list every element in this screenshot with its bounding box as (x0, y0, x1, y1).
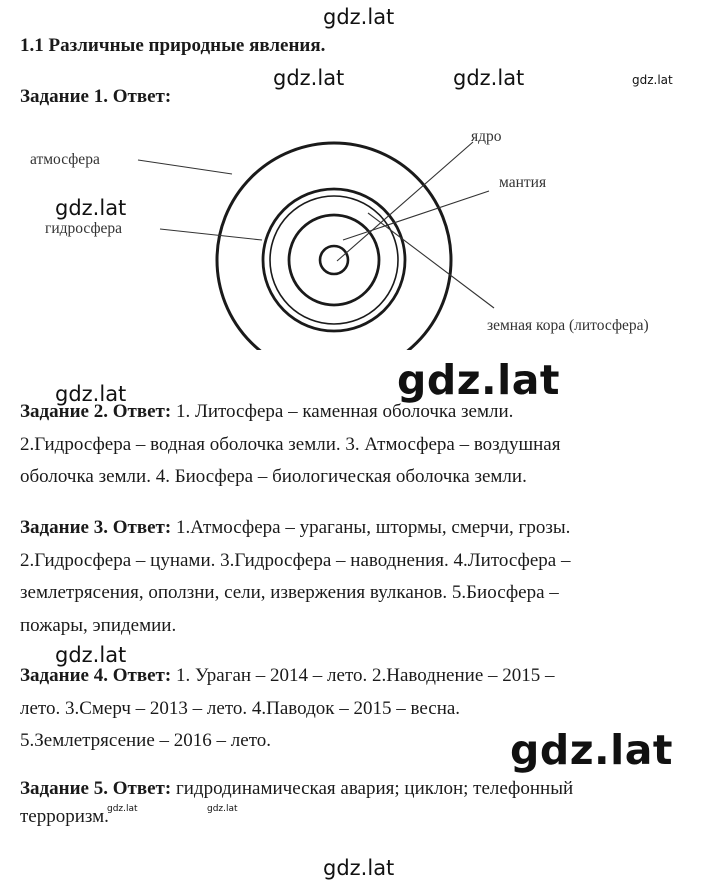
answer-line: гидродинамическая авария; циклон; телефонный (175, 778, 574, 799)
answer-line: 1.Атмосфера – ураганы, штормы, смерчи, грозы. (175, 517, 571, 538)
watermark: gdz.lat (55, 643, 127, 667)
hydrosphere-circle (263, 189, 405, 331)
answer-line: 5.Землетрясение – 2016 – лето. (20, 730, 271, 751)
task-5-answer (20, 775, 710, 831)
task-4-label: Задание 4. Ответ: (20, 665, 172, 686)
watermark: gdz.lat (632, 73, 673, 87)
atmosphere-pointer (138, 160, 232, 174)
answer-line: терроризм. (20, 806, 109, 827)
crust-pointer (368, 213, 494, 308)
answer-line: 2.Гидросфера – цунами. 3.Гидросфера – наводнения. 4.Литосфера – (20, 549, 571, 571)
earth-layers-diagram (0, 110, 720, 350)
answer-line: 1. Литосфера – каменная оболочка земли. (175, 401, 514, 422)
task-2-answer (20, 396, 710, 494)
watermark: gdz.lat (55, 196, 127, 220)
watermark: gdz.lat (323, 5, 395, 29)
watermark-large: gdz.lat (397, 356, 560, 404)
answer-line: пожары, эпидемии. (20, 614, 177, 636)
answer-line: оболочка земли. 4. Биосфера – биологическая оболочка земли. (20, 466, 527, 487)
hydrosphere-label: гидросфера (45, 220, 123, 237)
task-1-label: Задание 1. Ответ: (20, 86, 172, 107)
crust-label: земная кора (литосфера) (487, 317, 649, 334)
watermark-tiny: gdz.lat (107, 804, 138, 814)
watermark: gdz.lat (323, 856, 395, 880)
watermark: gdz.lat (55, 382, 127, 406)
watermark-tiny: gdz.lat (207, 804, 238, 814)
watermark: gdz.lat (273, 66, 345, 90)
watermark: gdz.lat (453, 66, 525, 90)
watermark-large: gdz.lat (510, 726, 673, 774)
mantle-label: мантия (499, 174, 547, 191)
answer-line: лето. 3.Смерч – 2013 – лето. 4.Паводок – 2015 – весна. (20, 697, 461, 719)
section-title: 1.1 Различные природные явления. (20, 35, 326, 56)
task-2-label: Задание 2. Ответ: (20, 401, 172, 422)
task-5-label: Задание 5. Ответ: (20, 778, 172, 799)
answer-line: 2.Гидросфера – водная оболочка земли. 3. Атмосфера – воздушная (20, 433, 561, 455)
atmosphere-label: атмосфера (30, 151, 100, 168)
answer-line: землетрясения, оползни, сели, извержения вулканов. 5.Биосфера – (20, 582, 559, 603)
task-4-answer (20, 660, 710, 758)
answer-line: 1. Ураган – 2014 – лето. 2.Наводнение – 2015 – (175, 665, 555, 686)
core-circle (320, 246, 348, 274)
core-label: ядро (471, 128, 502, 145)
core-pointer (337, 142, 473, 261)
task-3-answer (20, 512, 710, 642)
mantle-circle (289, 215, 379, 305)
task-3-label: Задание 3. Ответ: (20, 517, 172, 538)
hydrosphere-pointer (160, 229, 262, 240)
mantle-pointer (343, 191, 489, 240)
